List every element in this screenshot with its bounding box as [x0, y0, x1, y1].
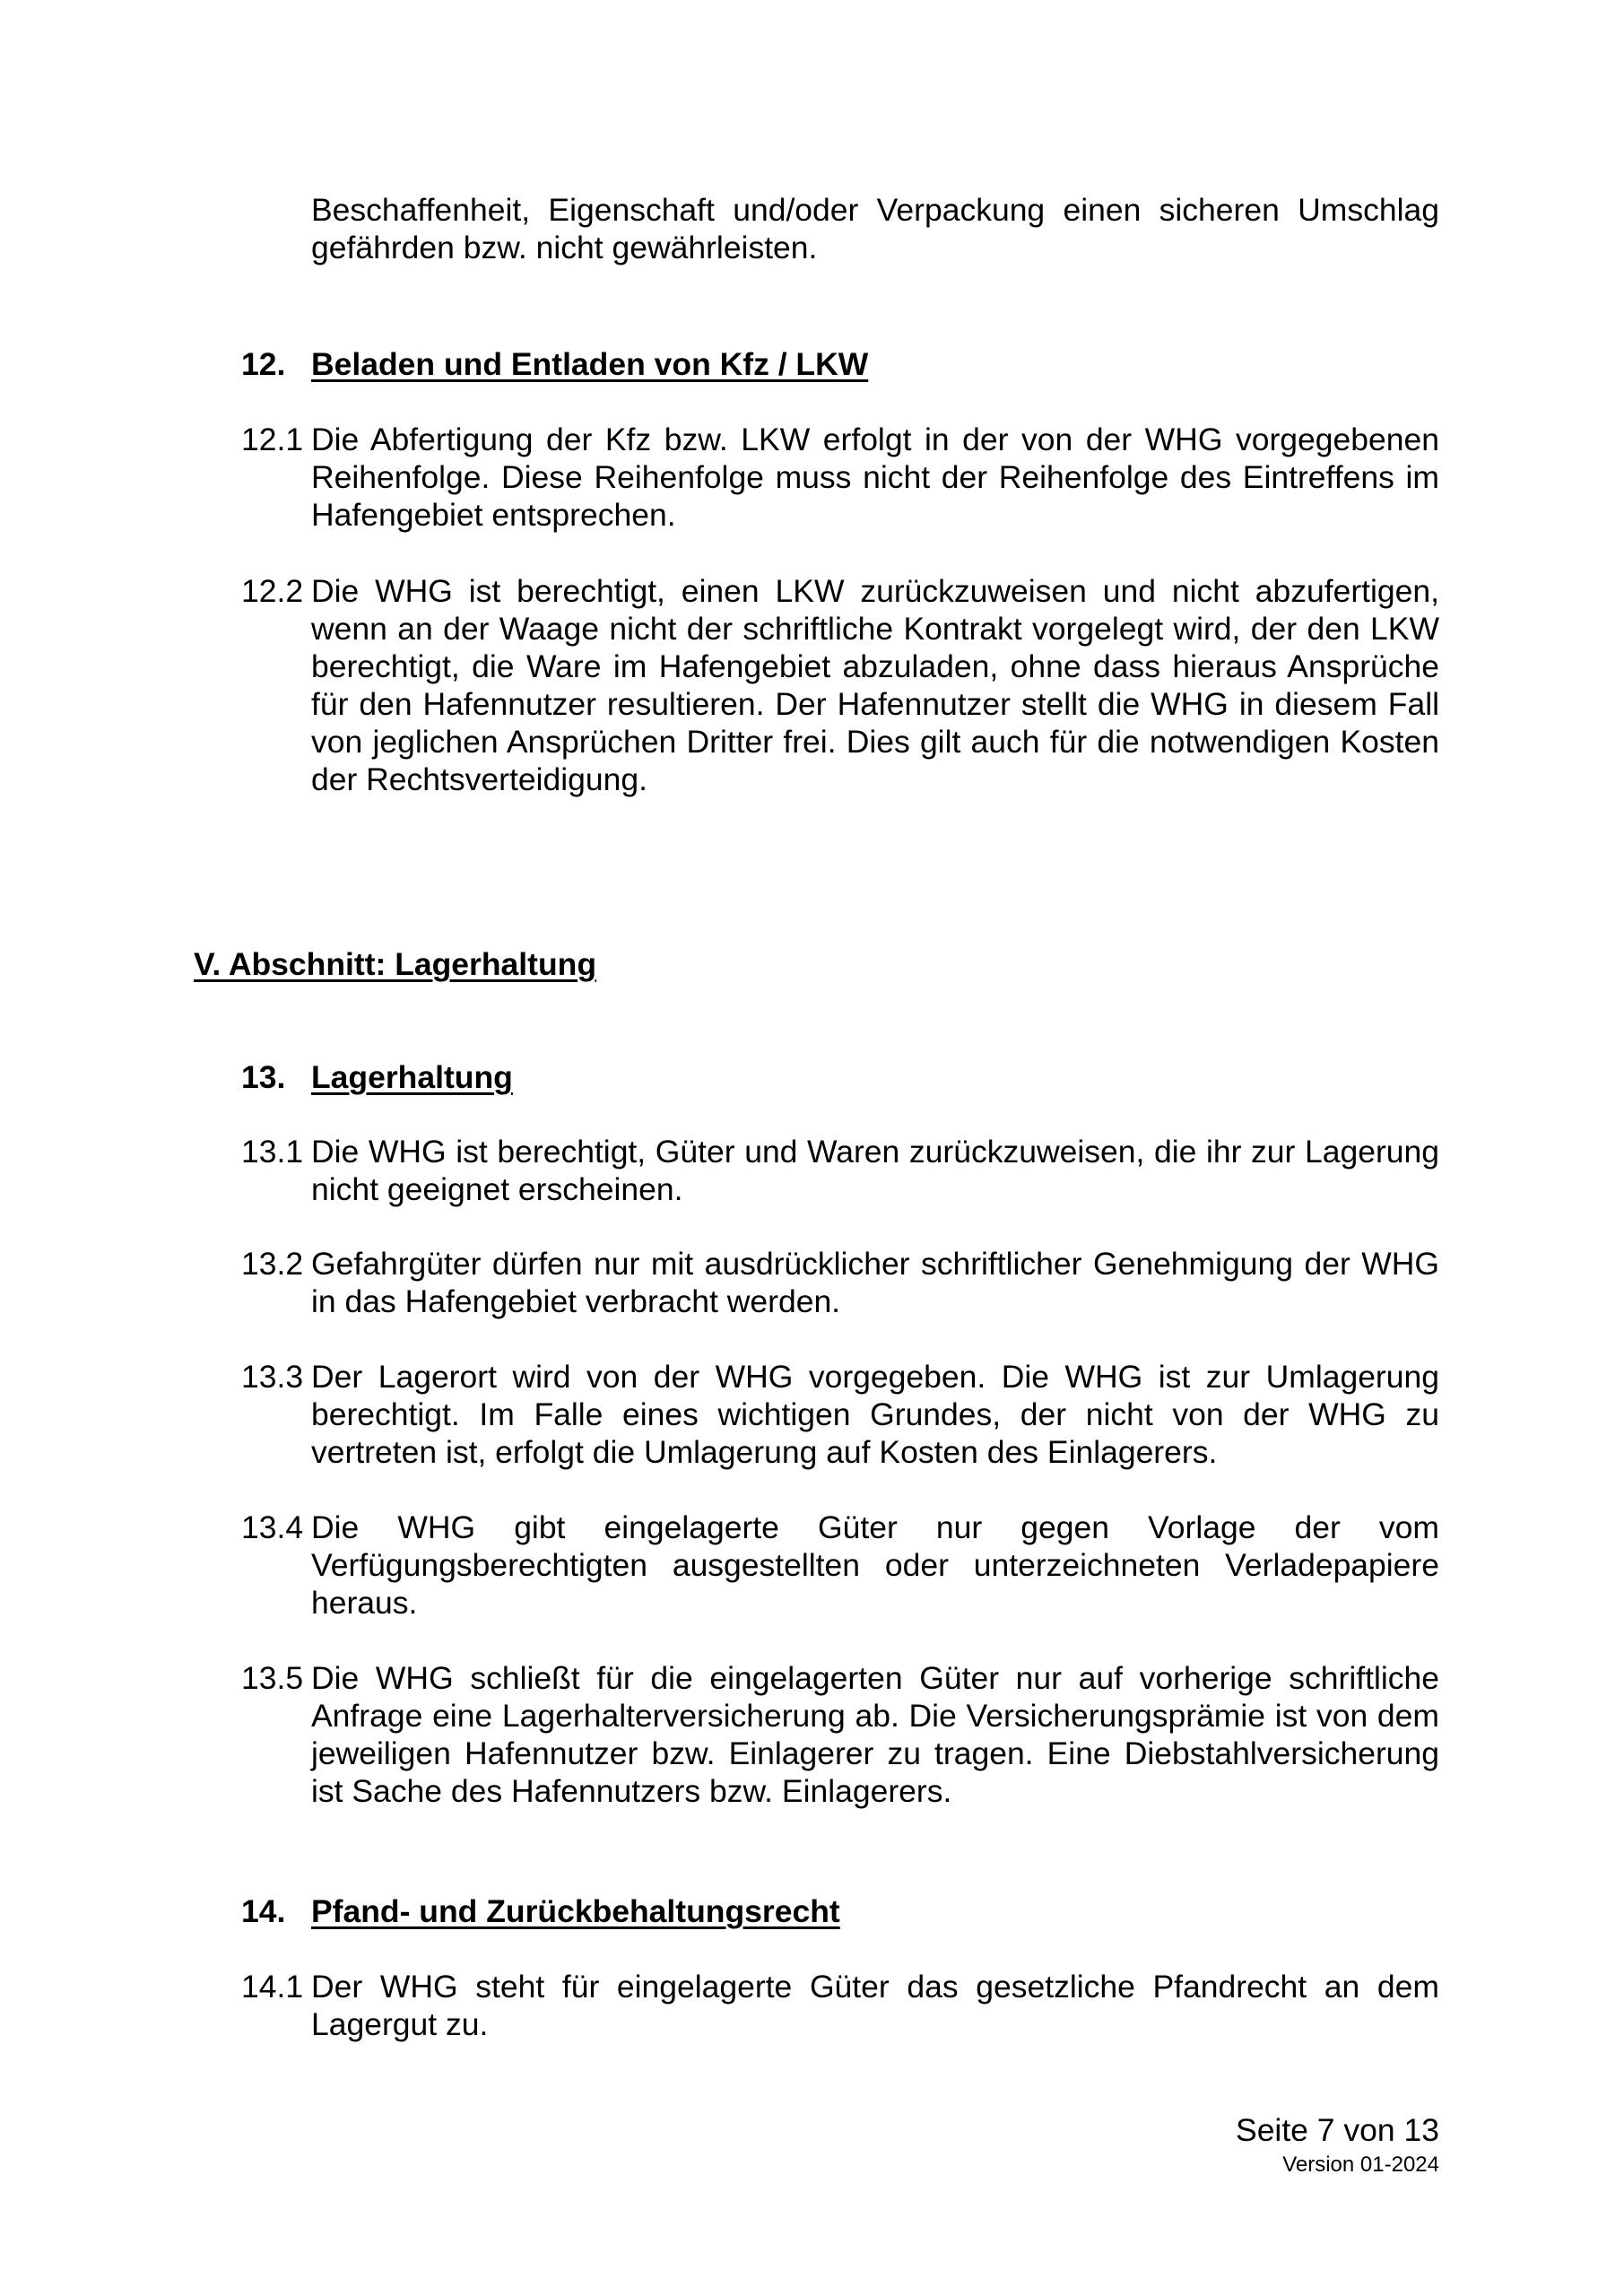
- section-number: 13.: [241, 1059, 286, 1095]
- clause-13-3: [241, 1358, 1439, 1471]
- section-title: Pfand- und Zurückbehaltungsrecht: [311, 1893, 840, 1929]
- clause-number: 13.3: [241, 1359, 304, 1395]
- clause-text: Der Lagerort wird von der WHG vorgegeben. Die WHG ist zur Umlagerung berechtigt. Im Falle eines wichtigen Grundes, der nicht von der WHG zu vertreten ist, erfolgt die Umlagerung auf Kosten des Einlagerers.: [311, 1359, 1439, 1470]
- clause-text: Die WHG ist berechtigt, einen LKW zurückzuweisen und nicht abzufertigen, wenn an der Waage nicht der schriftliche Kontrakt vorgelegt wird, der den LKW berechtigt, die Ware im Hafengebiet abzuladen, ohne dass hieraus Ansprüche für den Hafennutzer resultieren. Der Hafennutzer stellt die WHG in diesem Fall von jeglichen Ansprüchen Dritter frei. Dies gilt auch für die notwendigen Kosten der Rechtsverteidigung.: [311, 573, 1439, 797]
- clause-number: 12.1: [241, 422, 304, 457]
- clause-text: Die Abfertigung der Kfz bzw. LKW erfolgt in der von der WHG vorgegebenen Reihenfolge. Diese Reihenfolge muss nicht der Reihenfolge des Eintreffens im Hafengebiet entsprechen.: [311, 422, 1439, 533]
- version-label: Version 01-2024: [1282, 2152, 1439, 2177]
- clause-12-2: [241, 572, 1439, 798]
- clause-13-4: [241, 1509, 1439, 1622]
- section-title: Beladen und Entladen von Kfz / LKW: [311, 346, 869, 382]
- clause-13-1: [241, 1133, 1439, 1208]
- clause-number: 14.1: [241, 1969, 304, 2005]
- clause-text: Die WHG schließt für die eingelagerten Güter nur auf vorherige schriftliche Anfrage eine Lagerhalterversicherung ab. Die Versicherungsprämie ist von dem jeweiligen Hafennutzer bzw. Einlagerer zu tragen. Eine Diebstahlversicherung ist Sache des Hafennutzers bzw. Einlagerers.: [311, 1660, 1439, 1809]
- section-number: 12.: [241, 346, 286, 382]
- part-title: V. Abschnitt: Lagerhaltung: [194, 946, 597, 982]
- clause-12-1: [241, 421, 1439, 534]
- clause-number: 12.2: [241, 573, 304, 609]
- clause-text: Die WHG gibt eingelagerte Güter nur gegen Vorlage der vom Verfügungsberechtigten ausgestellten oder unterzeichneten Verladepapiere heraus.: [311, 1509, 1439, 1621]
- clause-text: Der WHG steht für eingelagerte Güter das gesetzliche Pfandrecht an dem Lagergut zu.: [311, 1969, 1439, 2042]
- clause-number: 13.5: [241, 1660, 304, 1696]
- section-13-heading: [241, 1058, 513, 1096]
- section-14-heading: [241, 1892, 840, 1930]
- continuation-paragraph: Beschaffenheit, Eigenschaft und/oder Verpackung einen sicheren Umschlag gefährden bzw. nicht gewährleisten.: [311, 192, 1439, 265]
- clause-number: 13.2: [241, 1246, 304, 1282]
- clause-text: Die WHG ist berechtigt, Güter und Waren zurückzuweisen, die ihr zur Lagerung nicht geeignet erscheinen.: [311, 1134, 1439, 1207]
- section-title: Lagerhaltung: [311, 1059, 513, 1095]
- clause-text: Gefahrgüter dürfen nur mit ausdrücklicher schriftlicher Genehmigung der WHG in das Hafengebiet verbracht werden.: [311, 1246, 1439, 1319]
- page-number: Seite 7 von 13: [1236, 2112, 1439, 2148]
- clause-number: 13.1: [241, 1134, 304, 1170]
- clause-number: 13.4: [241, 1509, 304, 1545]
- clause-13-2: [241, 1245, 1439, 1320]
- section-12-heading: [241, 345, 868, 383]
- clause-13-5: [241, 1659, 1439, 1810]
- section-number: 14.: [241, 1893, 286, 1929]
- clause-14-1: [241, 1968, 1439, 2043]
